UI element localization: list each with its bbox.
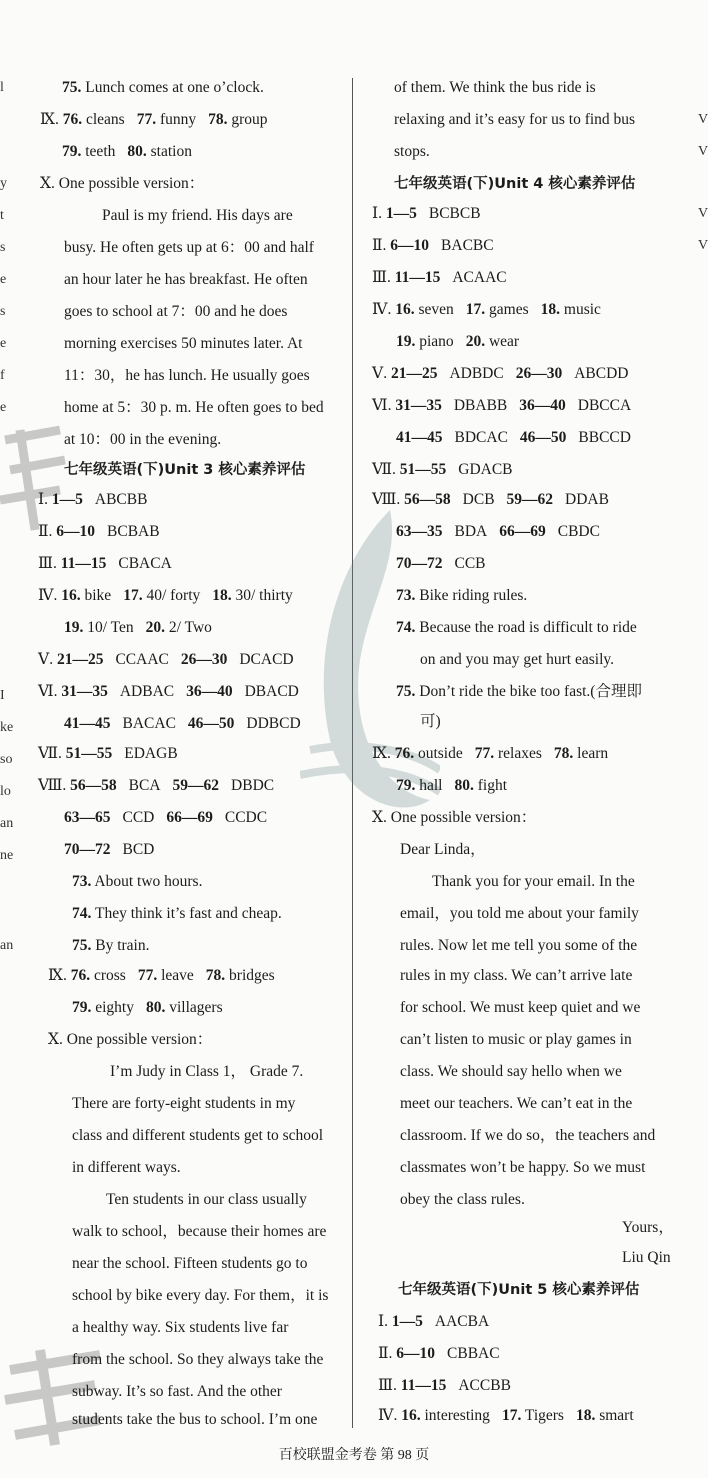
answer-line: 11：30，he has lunch. He usually goes bbox=[64, 367, 310, 384]
answer-line: classroom. If we do so，the teachers and bbox=[400, 1127, 656, 1144]
page-footer: 百校联盟金考卷 第 98 页 bbox=[278, 1448, 430, 1463]
answer-line: Paul is my friend. His days are bbox=[102, 207, 293, 224]
answer-line: rules. Now let me tell you some of the bbox=[400, 937, 638, 954]
answer-line: an hour later he has breakfast. He often bbox=[64, 271, 308, 288]
edge-fragment: s bbox=[0, 240, 6, 255]
edge-fragment: e bbox=[0, 336, 7, 351]
edge-fragment: ne bbox=[0, 848, 14, 863]
answer-line: Ⅲ. 11—15 ACAAC bbox=[372, 269, 507, 286]
answer-line: Ten students in our class usually bbox=[106, 1191, 307, 1208]
answer-line: class. We should say hello when we bbox=[400, 1063, 622, 1080]
answer-line: obey the class rules. bbox=[400, 1191, 525, 1208]
answer-line: meet our teachers. We can’t eat in the bbox=[400, 1095, 633, 1112]
answer-line: Ⅸ. 76. outside 77. relaxes 78. learn bbox=[372, 745, 609, 762]
answer-line: Ⅸ. 76. cleans 77. funny 78. group bbox=[40, 111, 268, 128]
section-heading: 七年级英语(下)Unit 4 核心素养评估 bbox=[394, 176, 636, 192]
answer-line: There are forty-eight students in my bbox=[72, 1095, 296, 1112]
answer-line: Ⅱ. 6—10 CBBAC bbox=[378, 1345, 500, 1362]
answer-line: Ⅰ. 1—5 BCBCB bbox=[372, 205, 481, 222]
answer-line: 75. Lunch comes at one o’clock. bbox=[62, 79, 264, 96]
answer-line: Ⅳ. 16. bike 17. 40/ forty 18. 30/ thirty bbox=[38, 587, 293, 604]
answer-line: Ⅷ. 56—58 DCB 59—62 DDAB bbox=[372, 491, 609, 508]
answer-line: Liu Qin bbox=[622, 1249, 671, 1266]
answer-line: 70—72 BCD bbox=[64, 841, 155, 858]
answer-line: 73. About two hours. bbox=[72, 873, 203, 890]
answer-line: 73. Bike riding rules. bbox=[396, 587, 528, 604]
edge-fragment: e bbox=[0, 400, 7, 415]
answer-line: school by bike every day. For them，it is bbox=[72, 1287, 329, 1304]
answer-line: 79. teeth 80. station bbox=[62, 143, 192, 160]
answer-line: 19. 10/ Ten 20. 2/ Two bbox=[64, 619, 212, 636]
edge-fragment: V bbox=[698, 112, 708, 127]
answer-line: Ⅹ. One possible version： bbox=[40, 175, 205, 192]
answer-line: subway. It’s so fast. And the other bbox=[72, 1383, 282, 1400]
edge-fragment: f bbox=[0, 368, 5, 383]
answer-line: on and you may get hurt easily. bbox=[420, 651, 614, 668]
answer-line: Ⅱ. 6—10 BACBC bbox=[372, 237, 494, 254]
answer-line: Ⅲ. 11—15 ACCBB bbox=[378, 1377, 511, 1394]
answer-line: rules in my class. We can’t arrive late bbox=[400, 967, 633, 984]
answer-line: 70—72 CCB bbox=[396, 555, 486, 572]
edge-fragment: l bbox=[0, 80, 4, 95]
edge-fragment: ke bbox=[0, 720, 14, 735]
edge-fragment: t bbox=[0, 208, 4, 223]
answer-line: email，you told me about your family bbox=[400, 905, 639, 922]
answer-line: Ⅶ. 51—55 EDAGB bbox=[38, 745, 178, 762]
answer-line: students take the bus to school. I’m one bbox=[72, 1411, 318, 1428]
edge-fragment: V bbox=[698, 206, 708, 221]
answer-line: Ⅴ. 21—25 ADBDC 26—30 ABCDD bbox=[372, 365, 629, 382]
answer-line: near the school. Fifteen students go to bbox=[72, 1255, 308, 1272]
edge-fragment: lo bbox=[0, 784, 11, 799]
answer-line: walk to school，because their homes are bbox=[72, 1223, 327, 1240]
answer-line: Ⅵ. 31—35 DBABB 36—40 DBCCA bbox=[372, 397, 632, 414]
answer-line: 74. Because the road is difficult to ride bbox=[396, 619, 637, 636]
answer-line: at 10：00 in the evening. bbox=[64, 431, 222, 448]
edge-fragment: an bbox=[0, 816, 14, 831]
answer-line: from the school. So they always take the bbox=[72, 1351, 324, 1368]
answer-line: 19. piano 20. wear bbox=[396, 333, 520, 350]
answer-line: Ⅲ. 11—15 CBACA bbox=[38, 555, 172, 572]
answer-line: Ⅷ. 56—58 BCA 59—62 DBDC bbox=[38, 777, 275, 794]
answer-line: classmates won’t be happy. So we must bbox=[400, 1159, 646, 1176]
answer-line: can’t listen to music or play games in bbox=[400, 1031, 632, 1048]
answer-line: Ⅸ. 76. cross 77. leave 78. bridges bbox=[48, 967, 275, 984]
answer-line: morning exercises 50 minutes later. At bbox=[64, 335, 303, 352]
answer-line: Ⅳ. 16. seven 17. games 18. music bbox=[372, 301, 601, 318]
answer-line: Thank you for your email. In the bbox=[432, 873, 635, 890]
answer-line: relaxing and it’s easy for us to find bus bbox=[394, 111, 636, 128]
edge-fragment: e bbox=[0, 272, 7, 287]
edge-fragment: V bbox=[698, 238, 708, 253]
answer-line: busy. He often gets up at 6：00 and half bbox=[64, 239, 314, 256]
answer-line: class and different students get to school bbox=[72, 1127, 324, 1144]
answer-line: 63—65 CCD 66—69 CCDC bbox=[64, 809, 268, 826]
answer-line: in different ways. bbox=[72, 1159, 181, 1176]
answer-line: 63—35 BDA 66—69 CBDC bbox=[396, 523, 600, 540]
answer-line: Ⅰ. 1—5 AACBA bbox=[378, 1313, 490, 1330]
answer-line: Ⅱ. 6—10 BCBAB bbox=[38, 523, 160, 540]
answer-line: I’m Judy in Class 1， Grade 7. bbox=[110, 1063, 304, 1080]
answer-line: Ⅶ. 51—55 GDACB bbox=[372, 461, 513, 478]
answer-line: Yours， bbox=[622, 1219, 674, 1236]
answer-line: 可) bbox=[420, 713, 441, 730]
edge-fragment: so bbox=[0, 752, 13, 767]
edge-fragment: an bbox=[0, 938, 14, 953]
answer-line: 79. hall 80. fight bbox=[396, 777, 508, 794]
answer-line: 41—45 BACAC 46—50 DDBCD bbox=[64, 715, 301, 732]
answer-line: Ⅳ. 16. interesting 17. Tigers 18. smart bbox=[378, 1407, 634, 1424]
section-heading: 七年级英语(下)Unit 3 核心素养评估 bbox=[64, 462, 306, 478]
edge-fragment: s bbox=[0, 304, 6, 319]
answer-line: goes to school at 7：00 and he does bbox=[64, 303, 288, 320]
answer-line: Ⅹ. One possible version： bbox=[48, 1031, 213, 1048]
edge-fragment: I bbox=[0, 688, 5, 703]
answer-line: Dear Linda， bbox=[400, 841, 486, 858]
answer-line: Ⅴ. 21—25 CCAAC 26—30 DCACD bbox=[38, 651, 294, 668]
answer-line: Ⅹ. One possible version： bbox=[372, 809, 537, 826]
answer-line: 79. eighty 80. villagers bbox=[72, 999, 223, 1016]
answer-line: 74. They think it’s fast and cheap. bbox=[72, 905, 282, 922]
answer-line: stops. bbox=[394, 143, 430, 160]
answer-line: Ⅵ. 31—35 ADBAC 36—40 DBACD bbox=[38, 683, 299, 700]
edge-fragment: y bbox=[0, 176, 7, 191]
answer-line: 75. Don’t ride the bike too fast.(合理即 bbox=[396, 683, 642, 700]
edge-fragment: V bbox=[698, 144, 708, 159]
answer-line: a healthy way. Six students live far bbox=[72, 1319, 289, 1336]
answer-line: 41—45 BDCAC 46—50 BBCCD bbox=[396, 429, 631, 446]
answer-line: home at 5：30 p. m. He often goes to bed bbox=[64, 399, 324, 416]
answer-line: for school. We must keep quiet and we bbox=[400, 999, 641, 1016]
answer-line: 75. By train. bbox=[72, 937, 150, 954]
answer-line: of them. We think the bus ride is bbox=[394, 79, 596, 96]
answer-line: Ⅰ. 1—5 ABCBB bbox=[38, 491, 148, 508]
section-heading: 七年级英语(下)Unit 5 核心素养评估 bbox=[398, 1282, 640, 1298]
